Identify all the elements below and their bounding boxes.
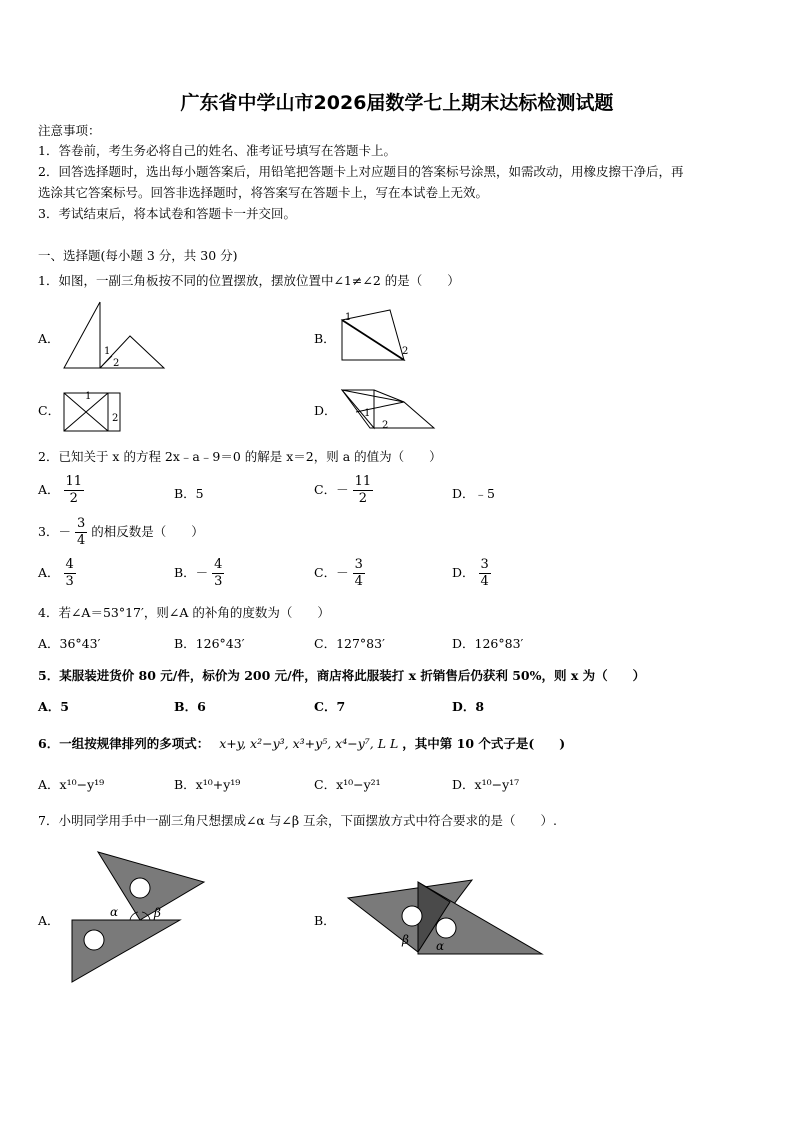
q1-option-b[interactable]: B． [314,331,336,346]
q7b-beta: β [402,933,409,947]
q3-stem [38,516,204,549]
notice-item-1: 1．答卷前，考生务必将自己的姓名、准考证号填写在答题卡上。 [38,143,396,158]
q6-stem-start: 6．一组按规律排列的多项式： [38,736,210,751]
q4-option-a[interactable]: A．36°43′ [38,636,101,651]
q7b-alpha: α [436,939,445,953]
q7a-lower-triangle [72,920,180,982]
q2a-num: 11 [65,474,83,489]
q3-option-c[interactable] [314,557,365,590]
q3d-fraction [479,557,491,590]
q4-option-d[interactable]: D．126°83′ [452,636,524,651]
q6-stem [38,734,565,752]
q1-option-c[interactable]: C． [38,403,61,418]
q3-suffix: 的相反数是（ ） [91,524,204,539]
q6-option-a[interactable]: A．x¹⁰−y¹⁹ [38,777,105,792]
q3-fraction [75,516,87,549]
q2a-den: 2 [69,491,78,506]
q5-option-d[interactable]: D．8 [452,699,485,714]
q4-option-c[interactable]: C．127°83′ [314,636,385,651]
q3c-fraction [353,557,365,590]
q3-option-b[interactable] [174,557,224,590]
section-heading: 一、选择题(每小题 3 分，共 30 分) [38,248,238,263]
q3a-fraction [64,557,76,590]
q7a-beta: β [154,906,161,920]
q1-stem: 1．如图，一副三角板按不同的位置摆放，摆放位置中∠1≠∠2 的是（ ） [38,273,460,288]
q3b-fraction [212,557,224,590]
q3d-den: 4 [480,574,489,589]
q6-series: x+y, x²−y³, x³+y⁵, x⁴−y⁷, L L [219,736,399,751]
q5-stem: 5．某服装进货价 80 元/件，标价为 200 元/件，商店将此服装打 x 折销售后仍获利 50%，则 x 为（ ） [38,668,646,683]
q7-stem: 7．小明同学用手中一副三角尺想摆成∠α 与∠β 互余，下面摆放方式中符合要求的是（ ）. [38,813,557,828]
q1b-angle-2: 2 [402,346,409,357]
q6-option-b[interactable]: B．x¹⁰+y¹⁹ [174,777,241,792]
q1-option-a[interactable]: A． [38,331,60,346]
q6-option-d[interactable]: D．x¹⁰−y¹⁷ [452,777,520,792]
q7-figure-b [346,878,546,958]
q2-stem: 2．已知关于 x 的方程 2x﹣a﹣9＝0 的解是 x＝2，则 a 的值为（ ） [38,449,442,464]
notice-item-3: 3．考试结束后，将本试卷和答题卡一并交回。 [38,206,296,221]
q3a-num: 4 [65,557,74,572]
q5-option-c[interactable]: C．7 [314,699,346,714]
q2a-label: A． [38,482,60,497]
q1-figure-a [60,300,170,370]
q2c-label: C．－ [314,482,349,497]
q2-option-b[interactable]: B．5 [174,486,204,501]
q1a-angle-2: 2 [113,358,120,369]
notice-heading: 注意事项： [38,123,101,138]
q2c-fraction [353,474,374,507]
q1-figure-b [338,306,418,366]
q1b-angle-1: 1 [345,312,352,323]
q2-option-a[interactable] [38,474,84,507]
q3b-label: B．－ [174,565,209,580]
q2c-den: 2 [358,491,367,506]
q1c-angle-1: 1 [85,391,92,402]
q1-option-d[interactable]: D． [314,403,337,418]
q7a-alpha: α [110,905,119,919]
q3-den: 4 [76,533,86,548]
q2c-num: 11 [354,474,372,489]
page-title: 广东省中学山市2026届数学七上期末达标检测试题 [180,92,614,114]
q1d-angle-2: 2 [382,420,389,431]
q3c-label: C．－ [314,565,349,580]
q7-figure-a [68,850,213,985]
q4-stem: 4．若∠A＝53°17′，则∠A 的补角的度数为（ ） [38,605,330,620]
q1-figure-d [338,386,438,432]
q7-option-b[interactable]: B． [314,913,336,928]
notice-item-2a: 2．回答选择题时，选出每小题答案后，用铅笔把答题卡上对应题目的答案标号涂黑，如需改动，用橡皮擦干净后，再 [38,164,684,179]
q1-figure-c [60,385,130,435]
q7-option-a[interactable]: A． [38,913,60,928]
q1a-angle-1: 1 [104,346,111,357]
q5-option-a[interactable]: A．5 [38,699,69,714]
q3-option-d[interactable] [452,557,491,590]
q2-option-c[interactable] [314,474,373,507]
q1d-angle-1: 1 [364,408,371,419]
q5-option-b[interactable]: B．6 [174,699,206,714]
q3d-label: D． [452,565,475,580]
q4-option-b[interactable]: B．126°43′ [174,636,245,651]
q3d-num: 3 [480,557,489,572]
q3-option-a[interactable] [38,557,76,590]
q3c-den: 4 [354,574,363,589]
notice-item-2b: 选涂其它答案标号。回答非选择题时，将答案写在答题卡上，写在本试卷上无效。 [38,185,489,200]
q3-num: 3 [76,516,86,531]
q1c-angle-2: 2 [112,413,119,424]
q3b-num: 4 [214,557,223,572]
q3-prefix: 3．－ [38,524,71,539]
q2-option-d[interactable]: D．﹣5 [452,486,495,501]
q3a-label: A． [38,565,60,580]
q3b-den: 3 [214,574,223,589]
q6-stem-tail: ，其中第 10 个式子是( ) [402,736,566,751]
q6-option-c[interactable]: C．x¹⁰−y²¹ [314,777,381,792]
q2a-fraction [64,474,85,507]
q3a-den: 3 [65,574,74,589]
q3c-num: 3 [354,557,363,572]
